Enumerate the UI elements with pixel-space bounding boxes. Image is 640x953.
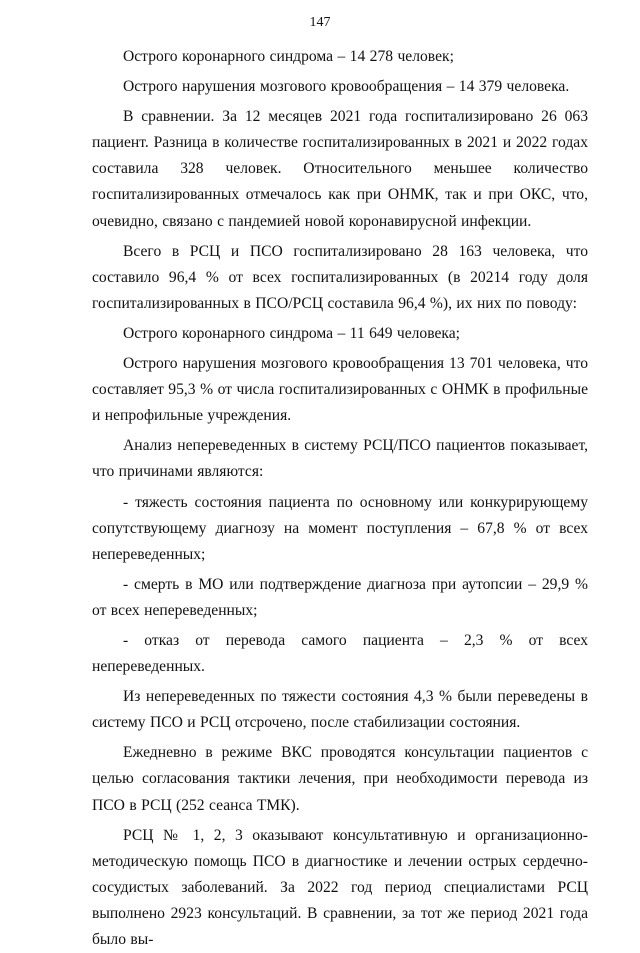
paragraph-transferred-later: Из непереведенных по тяжести состояния 4,3 % были переведены в систему ПСО и РСЦ отсрочено, после стабилизации состояния.	[92, 688, 588, 732]
page-number: 147	[309, 15, 331, 30]
paragraph-acs-total: Острого коронарного синдрома – 14 278 человек;	[123, 48, 454, 65]
list-item-refusal: - отказ от перевода самого пациента – 2,3 % от всех непереведенных.	[92, 631, 588, 676]
paragraph-telemedicine: Ежедневно в режиме ВКС проводятся консультации пациентов с целью согласования тактики лечения, при необходимости перевода из ПСО в РСЦ (252 сеанса ТМК).	[92, 744, 588, 814]
paragraph-rsc-pso-total: Всего в РСЦ и ПСО госпитализировано 28 163 человека, что составило 96,4 % от всех госпитализированных (в 20214 году доля госпитализированных в ПСО/РСЦ составила 96,4 %), их них по поводу:	[92, 242, 588, 312]
paragraph-acs-rsc-pso: Острого коронарного синдрома – 11 649 человека;	[123, 324, 461, 342]
paragraph-stroke-total: Острого нарушения мозгового кровообращения – 14 379 человека.	[123, 78, 570, 96]
paragraph-consultations: РСЦ № 1, 2, 3 оказывают консультативную и организационно-методическую помощь ПСО в диагностике и лечении острых сердечно-сосудистых заболеваний. За 2022 год период специалистами РСЦ выполнено 2923 консультаций. В сравнении, за тот же период 2021 года было вы-	[92, 826, 588, 948]
list-item-severity: - тяжесть состояния пациента по основному или конкурирующему сопутствующему диагнозу на момент поступления – 67,8 % от всех непереведенных;	[92, 493, 588, 563]
paragraph-comparison-2021: В сравнении. За 12 месяцев 2021 года госпитализировано 26 063 пациент. Разница в количестве госпитализированных в 2021 и 2022 годах составила 328 человек. Относительного меньшее количество госпитализированных отмечалось как при ОНМК, так и при ОКС, что, очевидно, связано с пандемией новой коронавирусной инфекции.	[92, 108, 588, 230]
document-body	[92, 44, 588, 953]
list-item-death: - смерть в МО или подтверждение диагноза при аутопсии – 29,9 % от всех непереведенных;	[92, 575, 588, 619]
paragraph-stroke-rsc-pso: Острого нарушения мозгового кровообращения 13 701 человека, что составляет 95,3 % от числа госпитализированных с ОНМК в профильные и непрофильные учреждения.	[92, 355, 588, 425]
paragraph-analysis-intro: Анализ непереведенных в систему РСЦ/ПСО пациентов показывает, что причинами являются:	[92, 437, 588, 481]
